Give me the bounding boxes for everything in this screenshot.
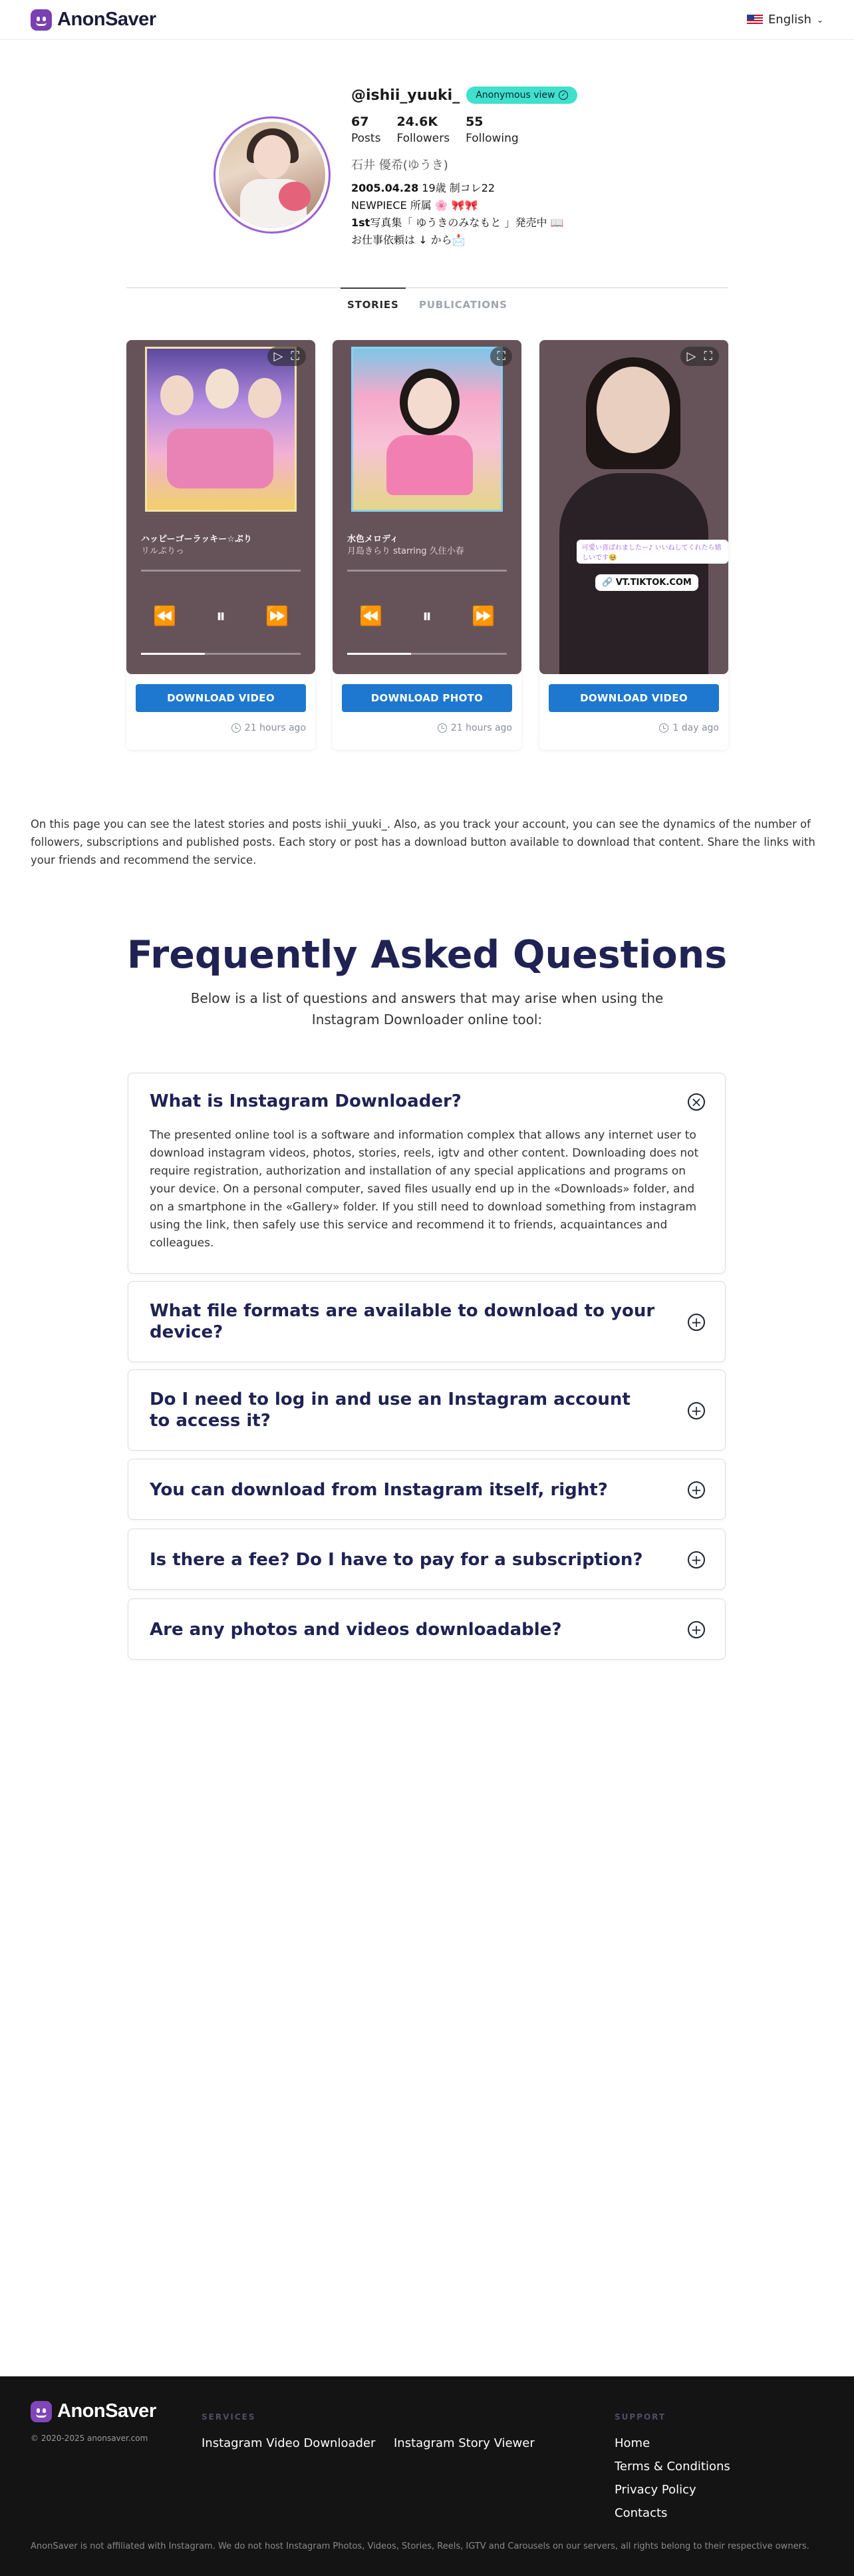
footer-logo-text: AnonSaver [57, 2400, 156, 2422]
clock-icon [231, 723, 241, 733]
link-sticker: 🔗 VT.TIKTOK.COM [595, 574, 698, 591]
faq-subtitle: Below is a list of questions and answers that may arise when using the Instagram Downloader online tool: [190, 990, 664, 1027]
expand-icon[interactable]: + [688, 1621, 705, 1638]
progress-bar[interactable] [347, 570, 507, 572]
story-card [126, 340, 315, 750]
video-caption-sticker: 可愛い喜ばれましたー♪ いいねしてくれたら嬉しいです🥹 [577, 540, 728, 564]
fullscreen-icon[interactable]: ⛶ [704, 349, 712, 363]
faq-item[interactable] [128, 1370, 726, 1451]
faq-question[interactable]: Are any photos and videos downloadable? [150, 1620, 562, 1640]
story-card [333, 340, 521, 750]
badge-label: Anonymous view [476, 90, 555, 100]
content-tabs [126, 287, 728, 311]
profile-stats [351, 114, 604, 145]
story-video-player[interactable] [539, 340, 728, 674]
stat-followers: 24.6K Followers [396, 114, 450, 145]
video-frame [559, 473, 708, 674]
faq-item[interactable] [128, 1281, 726, 1362]
stat-posts: 67 Posts [351, 114, 381, 145]
expand-icon[interactable]: + [688, 1402, 705, 1419]
us-flag-icon [747, 15, 763, 25]
track-artist: リルぷりっ [141, 546, 185, 556]
fast-forward-icon[interactable]: ⏩ [472, 605, 495, 627]
fullscreen-icon[interactable]: ⛶ [497, 349, 505, 363]
footer-link-contacts[interactable]: Contacts [615, 2506, 668, 2520]
profile-bio: 2005.04.28 19歳 制コレ22 NEWPIECE 所属 🌸 🎀🎀 1st写真集「 ゆうきのみなもと 」発売中 📖 お仕事依頼は ↓ から📩 [351, 182, 564, 246]
tab-stories[interactable]: STORIES [347, 299, 399, 311]
playback-controls [333, 605, 521, 628]
download-video-button[interactable]: DOWNLOAD VIDEO [136, 684, 306, 712]
story-card [539, 340, 728, 750]
faq-question[interactable]: Is there a fee? Do I have to pay for a subscription? [150, 1550, 643, 1570]
footer-copyright: © 2020-2025 anonsaver.com [31, 2434, 148, 2443]
download-video-button[interactable]: DOWNLOAD VIDEO [549, 684, 719, 712]
player-controls-overlay [680, 347, 719, 366]
clock-icon [659, 723, 668, 733]
footer-link-privacy[interactable]: Privacy Policy [615, 2483, 696, 2497]
pause-icon[interactable]: ⏸ [215, 605, 225, 627]
rewind-icon[interactable]: ⏪ [153, 605, 176, 627]
faq-item[interactable] [128, 1598, 726, 1660]
anonymous-view-badge [466, 87, 577, 104]
volume-slider[interactable] [347, 653, 507, 655]
logo-text: AnonSaver [57, 9, 156, 30]
footer-link-home[interactable]: Home [615, 2436, 650, 2450]
story-time: 21 hours ago [231, 723, 306, 733]
site-footer [0, 2376, 854, 2576]
rewind-icon[interactable]: ⏪ [359, 605, 382, 627]
logo-icon [31, 2401, 52, 2422]
profile-info [351, 87, 604, 249]
faq-question[interactable]: You can download from Instagram itself, right? [150, 1480, 608, 1500]
faq-item[interactable] [128, 1459, 726, 1520]
clock-icon [438, 723, 447, 733]
pause-icon[interactable]: ⏸ [422, 605, 432, 627]
faq-question[interactable]: What file formats are available to download to your device? [150, 1301, 655, 1342]
footer-services-heading: SERVICES [202, 2412, 256, 2422]
profile-username: @ishii_yuuki_ [351, 87, 460, 104]
expand-icon[interactable]: + [688, 1314, 705, 1331]
logo-icon [31, 9, 52, 31]
story-time: 1 day ago [659, 723, 719, 733]
album-cover-image [351, 347, 503, 512]
track-title: 水色メロディ [347, 534, 398, 544]
footer-link-story-viewer[interactable]: Instagram Story Viewer [394, 2436, 535, 2450]
player-controls-overlay [267, 347, 306, 366]
chevron-down-icon: ⌄ [816, 15, 823, 25]
track-artist: 月島きらり starring 久住小春 [347, 546, 464, 556]
close-icon[interactable]: × [688, 1093, 705, 1111]
faq-question[interactable]: What is Instagram Downloader? [150, 1091, 462, 1111]
story-video-player[interactable] [126, 340, 315, 674]
faq-question[interactable]: Do I need to log in and use an Instagram account to access it? [150, 1389, 631, 1431]
story-time: 21 hours ago [438, 723, 512, 733]
progress-bar[interactable] [141, 570, 301, 572]
fast-forward-icon[interactable]: ⏩ [265, 605, 289, 627]
intro-paragraph: On this page you can see the latest stories and posts ishii_yuuki_. Also, as you track your account, you can see the dynamics of the number of followers, subscriptions and published posts. Each story or post has a download button available to download that content. Share the links with your friends and recommend the service. [31, 818, 815, 866]
faq-title: Frequently Asked Questions [126, 933, 728, 977]
footer-support-heading: SUPPORT [615, 2412, 666, 2422]
faq-item[interactable] [128, 1529, 726, 1590]
top-bar [0, 0, 854, 40]
fullscreen-icon[interactable]: ⛶ [291, 349, 299, 363]
play-icon[interactable]: ▷ [686, 349, 696, 363]
tab-publications[interactable]: PUBLICATIONS [419, 299, 507, 311]
stat-following: 55 Following [466, 114, 519, 145]
expand-icon[interactable]: + [688, 1551, 705, 1568]
story-photo[interactable] [333, 340, 521, 674]
footer-link-terms[interactable]: Terms & Conditions [615, 2460, 730, 2474]
footer-logo[interactable] [31, 2400, 156, 2422]
avatar-image [219, 122, 325, 228]
profile-full-name: 石井 優希(ゆうき) [351, 158, 448, 172]
check-icon: ✓ [559, 91, 568, 100]
language-selector[interactable] [747, 13, 823, 27]
volume-slider[interactable] [141, 653, 301, 655]
track-title: ハッピーゴーラッキー☆ぷり [141, 534, 252, 544]
download-photo-button[interactable]: DOWNLOAD PHOTO [342, 684, 512, 712]
faq-item[interactable] [128, 1073, 726, 1274]
avatar [214, 116, 331, 234]
album-cover-image [145, 347, 297, 512]
expand-icon[interactable]: + [688, 1481, 705, 1499]
player-controls-overlay [490, 347, 512, 366]
language-label: English [768, 13, 811, 27]
playback-controls [126, 605, 315, 628]
site-logo[interactable] [31, 9, 156, 31]
play-icon[interactable]: ▷ [273, 349, 283, 363]
faq-answer: The presented online tool is a software and information complex that allows any internet user to download instagram videos, photos, stories, reels, igtv and other content. Downloading does not require registration, authorization and installation of any special applications and programs on your device. On a personal computer, saved files usually end up in the «Downloads» folder, and on a smartphone in the «Gallery» folder. If you still need to download something from instagram using the link, then safely use this service and recommend it to friends, acquaintances and colleagues. [150, 1129, 699, 1250]
footer-disclaimer: AnonSaver is not affiliated with Instagram. We do not host Instagram Photos, Videos, Stories, Reels, IGTV and Carousels on our servers, all rights belong to their respective owners. [31, 2541, 809, 2551]
footer-link-video-downloader[interactable]: Instagram Video Downloader [202, 2436, 376, 2450]
